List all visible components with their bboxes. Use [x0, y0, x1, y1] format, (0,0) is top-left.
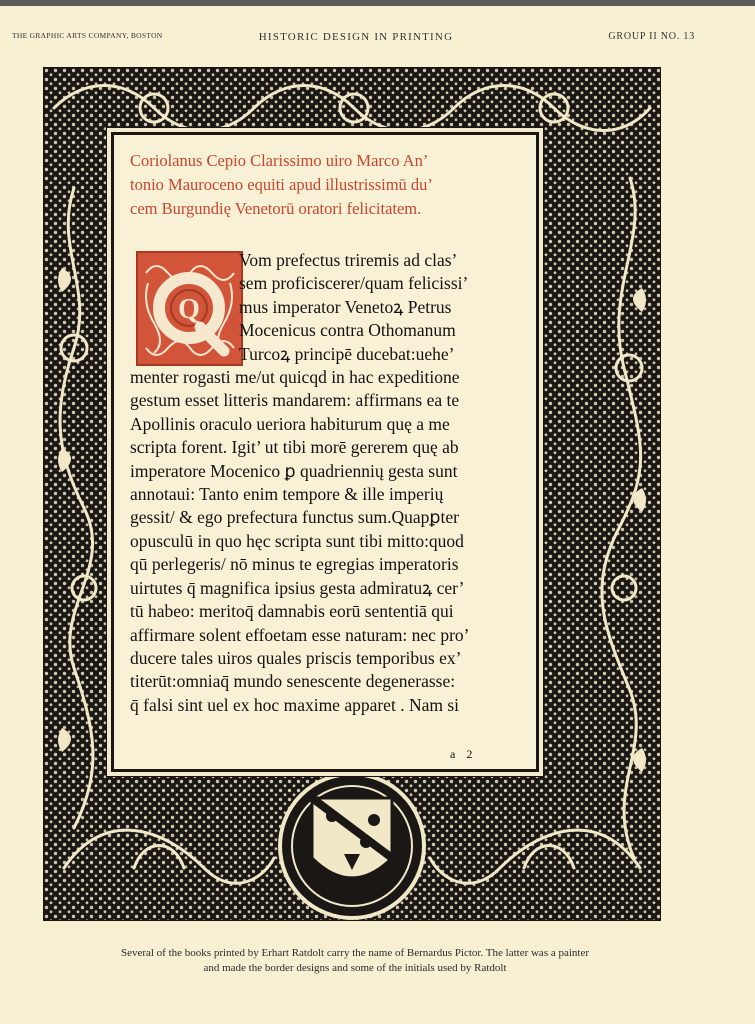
text-line: Mocenicus contra Othomanum	[239, 320, 456, 341]
text-line: sem proficiscerer/quam felicissi’	[239, 273, 469, 294]
publisher-label: THE GRAPHIC ARTS COMPANY, BOSTON	[12, 31, 163, 40]
signature-mark: a 2	[450, 747, 477, 761]
text-line: mus imperator Venetoꝝ Petrus	[239, 296, 452, 317]
text-line: titerūt:omniaq̄ mundo senescente degenerasse:	[130, 671, 456, 692]
text-line: Turcoꝝ principē ducebat:uehe’	[239, 343, 455, 364]
text-line: opusculū in quo hęc scripta sunt tibi mitto:quod	[130, 530, 464, 551]
plate-number: GROUP II NO. 13	[608, 31, 695, 42]
initial-letter: Q	[178, 294, 200, 325]
text-line: annotaui: Tanto enim tempore & ille imperių	[130, 484, 444, 505]
text-line: menter rogasti me/ut quicqd in hac expeditione	[130, 367, 460, 388]
text-line: Vom prefectus triremis ad clas’	[239, 250, 458, 270]
coat-of-arms-medallion	[280, 774, 424, 918]
window-top-bar	[0, 0, 755, 6]
heading-line: cem Burgundię Venetorū oratori felicitatem.	[130, 199, 422, 218]
heading-line: tonio Mauroceno equiti apud illustrissimū du’	[130, 175, 433, 194]
text-line: affirmare solent effoetam esse naturam: nec pro’	[130, 624, 470, 645]
plate-caption	[30, 946, 680, 976]
caption-line: Several of the books printed by Erhart Ratdolt carry the name of Bernardus Pictor. The latter was a painter	[120, 947, 590, 959]
text-line: tū habeo: meritoq̄ damnabis eorū sententiā qui	[130, 601, 454, 622]
running-title: HISTORIC DESIGN IN PRINTING	[258, 31, 454, 43]
text-line: q̄ falsi sint uel ex hoc maxime apparet . Nam si	[130, 694, 460, 715]
text-page	[111, 132, 539, 772]
text-line: imperatore Mocenico ꝑ quadriennių gesta sunt	[130, 460, 458, 481]
heading-line: Coriolanus Cepio Clarissimo uiro Marco An’	[130, 151, 429, 170]
text-line: scripta forent. Igit’ ut tibi morē gererem quę ab	[130, 437, 459, 458]
text-line: Apollinis oraculo ueriora habiturum quę a me	[130, 413, 450, 434]
rubric-heading	[130, 149, 530, 221]
text-line: gessit/ & ego prefectura functus sum.Quapꝑter	[130, 507, 459, 528]
body-text	[130, 249, 524, 717]
text-line: ducere tales uiros quales priscis temporibus ex’	[130, 647, 462, 668]
text-line: uirtutes q̄ magnifica ipsius gesta admiratuꝝ cer’	[130, 577, 465, 598]
text-line: qū perlegeris/ nō minus te egregias imperatoris	[130, 554, 459, 575]
caption-line: and made the border designs and some of the initials used by Ratdolt	[203, 962, 507, 974]
text-line: gestum esset litteris mandarem: affirmans ea te	[130, 390, 460, 411]
